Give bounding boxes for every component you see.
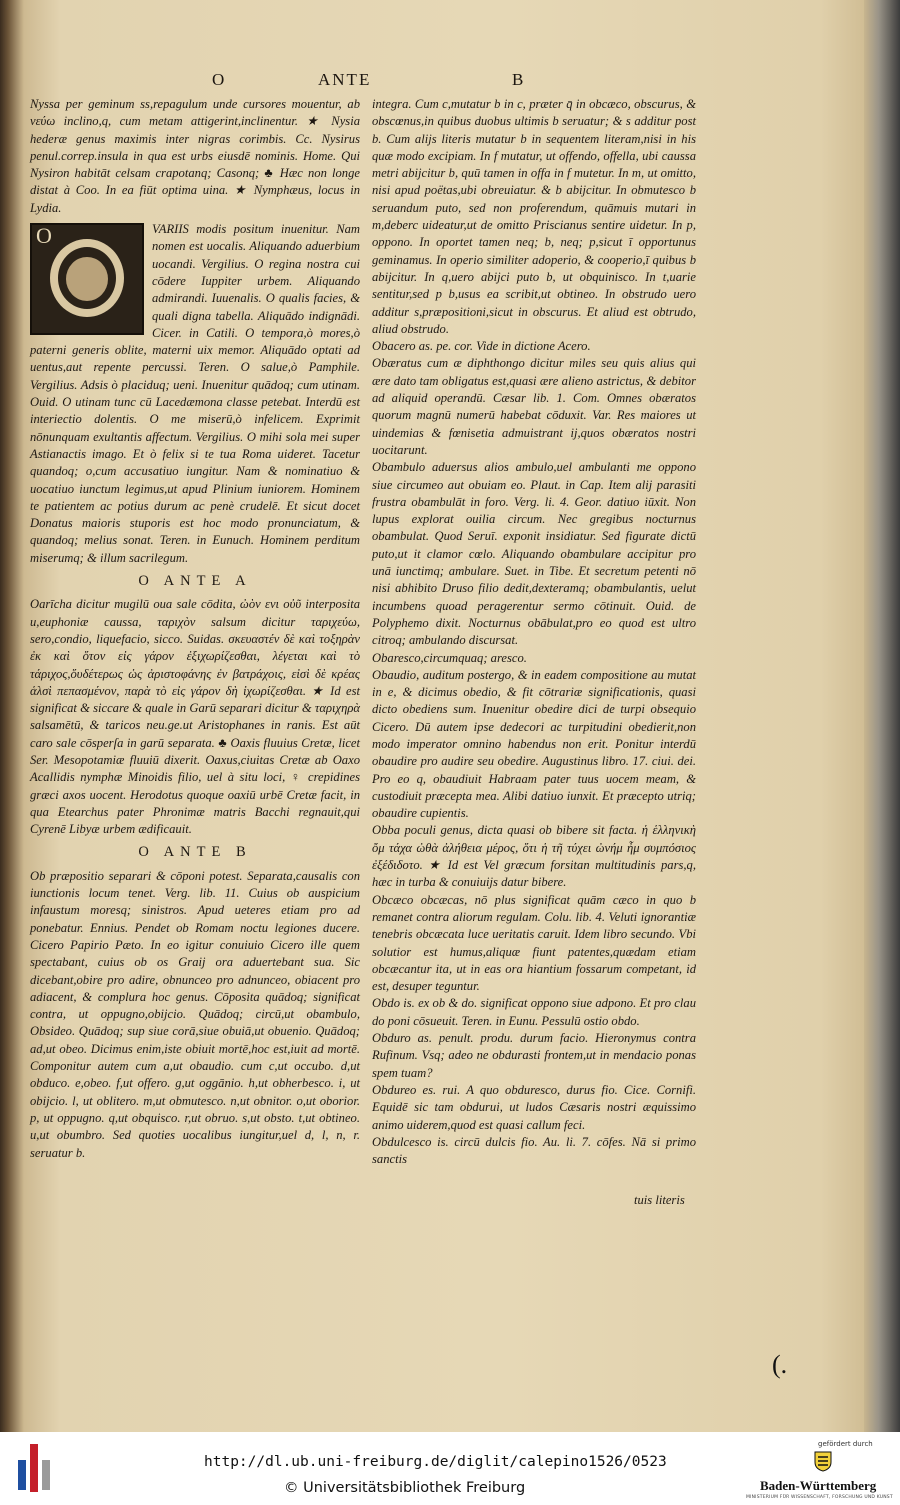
permalink-url[interactable]: http://dl.ub.uni-freiburg.de/diglit/calepino1526/0523 xyxy=(204,1454,667,1470)
decorated-initial-o xyxy=(30,223,144,335)
header-ante: ANTE xyxy=(318,70,372,89)
entry-obdureo: Obdureo es. rui. A quo obduresco, durus fio. Cice. Cornifi. Equidē sic tam obdurui, ut ludos Cæsaris nostri æquissimo animo uiderem,quod est quasi callum feci. xyxy=(372,1082,696,1132)
entry-obba: Obba poculi genus, dicta quasi ob bibere sit facta. ἡ ἑλληνικὴ ὄμ τάχα ὠθὰ ἀλήθεια μέρος, ὅτι ἡ τῆ τύχει ὠνήμ ἦμ συμπόσιος ἐξέδιδοτο. ★ Id est Vel græcum forsitan multitudinis pars,q, hæc in turba & conuiuijs datur bibere. xyxy=(372,823,696,890)
entry-obacero: Obacero as. pe. cor. Vide in dictione Acero. xyxy=(372,339,591,354)
initial-face-illustration xyxy=(66,257,108,301)
entry-o xyxy=(30,221,360,567)
entry-o-text: VARIIS modis positum inuenitur. Nam nomen est uocalis. Aliquando aduerbium uocandi. Vergilius. O regina nostra cui cōdere Iuppiter urbem. Aliquando admirandi. Iuuenalis. O qualis facies, & quali digna tabella. Aliquādo indignādi. Cicer. in Catili. O tempora,ò mores,ò paterni generis oblite, materni uix memor. Aliquādo optati ad uentus,aut repente percussi. Teren. O salue,ò Pamphile. Vergilius. Adsis ò placiduq; ueni. Inuenitur quādoq; cum utinam. Ouid. O utinam tunc cū Lacedæmona classe petebat. Interdū est interiectio dolentis. O me miserū,ò infelicem. Exprimit nōnunquam exultantis affectum. Vergilius. O mihi sola mei super Astianactis imago. Et ò felix si te tua Roma uideret. Tacetur quandoq; o,cum accusatiuo iungitur. Nam & nominatiuo & uocatiuo iunctum legimus,ut apud Plinium iuniorem. Hominem te patientem ac potius durum ac penè crudelē. Et sicut docet Donatus maioris stuporis est hoc modo pronunciatum, & quandoq; melius sonat. Teren. in Eunuch. Hominem perditum miserumq; & illum sacrilegum. xyxy=(30,222,360,565)
flag-grey-bar xyxy=(42,1460,50,1490)
initial-letter: O xyxy=(36,223,52,249)
running-header xyxy=(0,70,860,92)
flag-blue-bar xyxy=(18,1460,26,1490)
section-heading-o-ante-a: O ANTE A xyxy=(138,573,252,590)
entry-ob-continued: integra. Cum c,mutatur b in c, præter q̄ in obcæco, obscurus, & obscœnus,in quibus duobus ultimis b seruatur; & s additur post b. Cum alijs literis mutatur b in sequentem literam,nisi in his quæ modo excipiam. In f mutatur, ut offendo, offella, ubi caussa metri abijcitur b, quū tamen in offa in f mutetur. In m, ut omitto, nisi apud poëtas,ubi obreuiatur. & b abijcitur. In obmutesco b seruandum puto, sed non proferendum, quāmuis mutari in m,deberc uideatur,ut de omitto Priscianus sentire uidetur. In p, oppono. In oportet tamen neq; b, neq; p,sicut ī opportunus geminamus. In operio similiter adoperio, & cooperio,ī quibus b abijcitur. In q,uero abijci puto b, ut obquinisco. In t,uarie sentitur,sed p b,usus ea scribit,ut obtineo. In obstrudo uero additur s,præpositioni,sicut in obscurus. Et aliud est obtrudo, aliud obstrudo. xyxy=(372,97,696,336)
flag-red-bar xyxy=(30,1444,38,1492)
entry-obaresco: Obaresco,circumquaq; aresco. xyxy=(372,650,527,665)
sponsor-ministry: MINISTERIUM FÜR WISSENSCHAFT, FORSCHUNG UND KUNST xyxy=(746,1495,893,1500)
entry-obambulo: Obambulo aduersus alios ambulo,uel ambulanti me oppono siue circumeo aut obuiam eo. Plaut. in Cap. Item alij parasiti frustra obambulāt in foro. Verg. li. 4. Geor. datiuo iūxit. Non lupus explorat ouilia circum. Nec gregibus nocturnus obambulat. Quod Seruī. exponit insidiatur. Sed figurate dictū puto,ut it clamor cœlo. Aliquando obambulare accipitur pro unā iunctimq; ambulare. Suet. in Tibe. Et secretum petenti nō nisi abhibito Druso filio dedit,dexteramq; obambulantis, uelut incumbens quoad peragerentur sermo cōtinuit. Ouid. de Polyphemo dixit. Nocturnus obābulat,pro eo quod est ultro citroq; ambulando discursat. xyxy=(372,460,696,648)
entry-oaricha: Oarīcha dicitur mugilū oua sale cōdita, ὠὸν ενι οὐῦ interposita u,euphoniæ caussa, ταριχὸν salsum dicitur ταριχεύω, sero,condio, liquefacio, sicco. Suidas. σκευαστέν δὲ καὶ τοξηρὰν ἐκ καὶ ὅτον εἰς γάρον ἐξιχωρίζεσθαι, λέγεται καὶ τὸ τάριχος,ὅυδέτερως ὡς ἀριστοφάνης ἐν βατράχοις, εἰσὶ δὲ κρέας ἁλσὶ πεπασμένον, παρὰ τὸ εἰς γάρον δὴ ἰχωρίζεσθαι. ★ Id est significat & siccare & quale in Garū separari dicitur & ταριχηρὰ salsamētū, & taricos neu.ge.ut Aristophanes in ranis. Est aūt caro sale cōsperſa in garū separata. ♣ Oaxis fluuius Cretæ, licet Ser. Mesopotamiæ fluuiū dixerit. Oaxus,ciuitas Cretæ ab Oaxo Acallidis nymphæ Minoidis filio, uel à situ loci, ♀ crepidines græci axos uocent. Herodotus quoque oaxiū urbē Cretæ facit, in qua Etearchus pater Phronimæ matris Bacchi regnauit,qui Cyrenē Libyæ urbem ædificauit. xyxy=(30,597,360,837)
entry-obaeratus: Obæratus cum æ diphthongo dicitur miles seu quis alius qui ære dato tam obligatus est,quasi ære alieno astrictus, & debitor ad aliquid operandū. Cæsar lib. 1. Com. Omnes obæratos quorum magnū numerū habebat cōduxit. Var. Res maiores ut uindemias & fœnisetia admuistrant ij,quos obæratos nostri uocitarunt. xyxy=(372,356,696,457)
entry-obduro: Obduro as. penult. produ. durum facio. Hieronymus contra Rufinum. Vsq; adeo ne obdurasti frontem,ut in mendacio ponas spem tuam? xyxy=(372,1031,696,1080)
left-column xyxy=(30,96,360,1162)
viewer-footer xyxy=(0,1432,900,1505)
header-letter-o: O xyxy=(212,70,227,89)
baden-wuerttemberg-crest-icon xyxy=(812,1450,834,1472)
right-column xyxy=(372,96,696,1168)
entry-ob: Ob præpositio separari & cōponi potest. Separata,causalis con iunctionis locum tenet. Verg. lib. 11. Cuius ob auspicium infaustum moresq; sinistros. Apud ueteres etiam pro ad ponebatur. Ennius. Pendet ob Romam noctu legiones ducere. Cicero Papirio Pæto. In eo igitur conuiuio Cicero ille quem spectabant, cuius ob os Graij ora aduertebant sua. Sic dicebant,obire pro adire, obnunceo pro adnunceo, obiacent pro adiacent, & complura hoc genus. Cōposita quādoq; significat contra, ut oppugno,obijcio. Quādoq; circū,ut obambulo, Obsideo. Quādoq; sup siue corā,siue obuiā,ut obuenio. Quādoq; ad,ut obeo. Dicimus enim,iste obiuit mortē,hoc est,iuit ad mortē. Componitur autem cum a,ut obaudio. cum c,ut occubo. d,ut obduco. e,obeo. f,ut offero. g,ut oggānio. h,ut obherbesco. i, ut obijcio. l, ut oblitero. m,ut obmutesco. n,ut obnitor. o,ut oborior. p, ut oppugno. q,ut obquisco. r,ut obruo. s,ut obsto. t,ut obtineo. u,ut obumbro. Sed quoties uocalibus iungitur,uel d, l, n, r. seruatur b. xyxy=(30,868,360,1160)
page-edge xyxy=(864,0,900,1432)
entry-obaudio: Obaudio, auditum postergo, & in eadem compositione au mutat in e, & dicimus obedio, & fit cōtrariæ significationis, quasi dicto obediens sum. Inuenitur obedire dici de turpi obsequio Cicero. Dū autem ipse dedecori ac turpitudini obedierit,non modo imperator omnino habendus non erit. Ponitur interdū obaudire pro audire seu obedire. Augustinus libro. 17. ciui. dei. Pro eo q, obaudiuit Habraam pater tuus uocem meam, & custodiuit præcepta mea. Alibi datiuo iunxit. Et præcepto utriq; obaudire cupientis. xyxy=(372,667,696,821)
sponsor-label: gefördert durch xyxy=(818,1440,873,1448)
entry-obdo: Obdo is. ex ob & do. significat oppono siue adpono. Et pro clau do poni cōsueuit. Teren. in Eunu. Pessulū ostio obdo. xyxy=(372,996,696,1028)
entry-obcaeco: Obcæco obcæcas, nō plus significat quām cæco in quo b remanet contra aliorum regulam. Colu. lib. 4. Veluti ignorantiæ tenebris obcæcata luce ueritatis caruit. Idem libro secundo. Vbi solutior est humus,aliquæ fiunt patentes,quædam etiam obcæcantur ita, ut in eas ora hiantium fossarum competant, id est, desuper teguntur. xyxy=(372,892,696,994)
library-copyright: © Universitätsbibliothek Freiburg xyxy=(284,1480,526,1496)
sponsor-name: Baden-Württemberg xyxy=(760,1478,877,1493)
catchword: tuis literis xyxy=(634,1193,685,1207)
header-letter-b: B xyxy=(512,70,526,89)
entry-obdulcesco: Obdulcesco is. circū dulcis fio. Au. li. 7. cōfes. Nā si primo sanctis xyxy=(372,1134,696,1167)
section-heading-o-ante-b: O ANTE B xyxy=(138,844,252,861)
entry-nyssa: Nyssa per geminum ss,repagulum unde cursores mouentur, ab νεύω inclino,q, cum metam attigerint,inclinentur. ★ Nysia hederæ genus maximis inter nigras corimbis. Cc. Nysirus penul.correp.insula in qua est urbs eiusdē nominis. Home. Qui Nysiron habitāt celsam crapotanq; Casonq; ♣ Hæc non longe distat à Coo. In ea fiūt optima uina. ★ Nymphæus, locus in Lydia. xyxy=(30,97,360,215)
handwritten-mark: (. xyxy=(772,1350,788,1379)
